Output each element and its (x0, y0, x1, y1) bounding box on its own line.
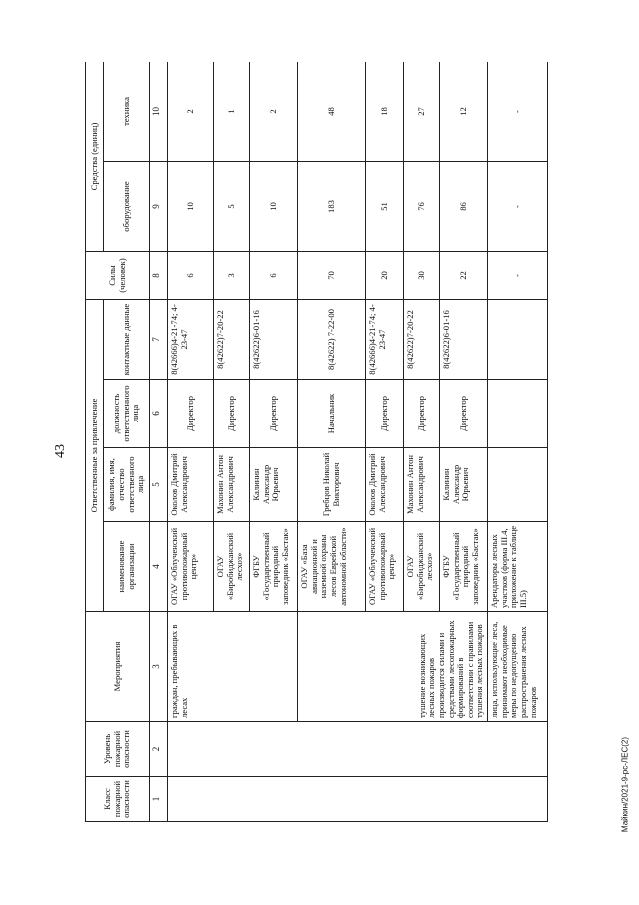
machinery-cell: 2 (250, 62, 298, 162)
machinery-cell: 48 (298, 62, 366, 162)
fire-danger-table (85, 62, 548, 822)
fio-cell: Калинин Александр Юрьевич (440, 448, 488, 522)
measure-cell: тушение возникающих лесных пожаров производится силами и средствами лесопожарных формирований в соответствии с правилами тушения лесных пожаров (298, 612, 488, 722)
org-cell: ФГБУ «Государственный природный заповедник «Бастак» (250, 522, 298, 612)
forces-cell: 20 (366, 252, 404, 300)
contacts-cell: 8(42622)6-01-16 (250, 300, 298, 380)
forces-cell: 3 (214, 252, 250, 300)
contacts-cell: 8(42666)4-21-74; 4-23-47 (366, 300, 404, 380)
header-fio: фамилия, имя, отчество ответственного лица (104, 448, 150, 522)
header-org: наименование организации (104, 522, 150, 612)
fio-cell: Махонин Антон Александрович (404, 448, 440, 522)
position-cell: Начальник (298, 380, 366, 448)
contacts-cell: 8(42622) 7-22-00 (298, 300, 366, 380)
contacts-cell: 8(42622)7-20-22 (214, 300, 250, 380)
col-number: 3 (150, 612, 168, 722)
level-cell (168, 722, 548, 777)
table-row (488, 62, 548, 822)
col-number: 9 (150, 162, 168, 252)
rotated-table-area (85, 62, 585, 822)
org-cell: ОГАУ «Облученский противопожарный центр» (366, 522, 404, 612)
col-number: 8 (150, 252, 168, 300)
class-cell (168, 777, 548, 822)
col-number: 2 (150, 722, 168, 777)
equipment-cell: 10 (168, 162, 214, 252)
position-cell: Директор (168, 380, 214, 448)
machinery-cell: 12 (440, 62, 488, 162)
measure-cell: граждан, пребывающих в лесах (168, 612, 298, 722)
machinery-cell: 1 (214, 62, 250, 162)
org-cell: ОГАУ «База авиационной и наземной охраны лесов Еврейской автономной области» (298, 522, 366, 612)
fio-cell: Гребцов Николай Викторович (298, 448, 366, 522)
forces-cell: 6 (250, 252, 298, 300)
measure-cell: лица, использующие леса, принимают необходимые меры по недопущению распространения лесных пожаров (488, 612, 548, 722)
forces-cell: 22 (440, 252, 488, 300)
col-number: 10 (150, 62, 168, 162)
contacts-cell: 8(42622)6-01-16 (440, 300, 488, 380)
col-number: 4 (150, 522, 168, 612)
footer-reference: Майкин/2021-9-рс-ЛЕС(2) (620, 736, 630, 833)
org-cell: Арендаторы лесных участков (форма III.4, приложение к таблице III.5) (488, 522, 548, 612)
org-cell: ОГАУ «Биробиджанский лесхоз» (404, 522, 440, 612)
header-level: Уровень пожарной опасности (86, 722, 150, 777)
position-cell: Директор (366, 380, 404, 448)
equipment-cell: 183 (298, 162, 366, 252)
equipment-cell: 10 (250, 162, 298, 252)
equipment-cell: 5 (214, 162, 250, 252)
position-cell: Директор (404, 380, 440, 448)
header-position: должность ответственного лица (104, 380, 150, 448)
contacts-cell: 8(42622)7-20-22 (404, 300, 440, 380)
header-means: Средства (единиц) (86, 62, 104, 252)
header-machinery: техника (104, 62, 150, 162)
fio-cell (488, 448, 548, 522)
header-class: Класс пожарной опасности (86, 777, 150, 822)
position-cell (488, 380, 548, 448)
equipment-cell: 76 (404, 162, 440, 252)
header-contacts: контактные данные (104, 300, 150, 380)
machinery-cell: 27 (404, 62, 440, 162)
fio-cell: Околов Дмитрий Александрович (366, 448, 404, 522)
org-cell: ОГАУ «Облученский противопожарный центр» (168, 522, 214, 612)
position-cell: Директор (250, 380, 298, 448)
machinery-cell: 2 (168, 62, 214, 162)
contacts-cell (488, 300, 548, 380)
equipment-cell: 86 (440, 162, 488, 252)
equipment-cell: 51 (366, 162, 404, 252)
header-measures: Мероприятия (86, 612, 150, 722)
machinery-cell: - (488, 62, 548, 162)
contacts-cell: 8(42666)4-21-74; 4-23-47 (168, 300, 214, 380)
page-number: 43 (53, 444, 68, 458)
forces-cell: 6 (168, 252, 214, 300)
col-number: 6 (150, 380, 168, 448)
fio-cell: Калинин Александр Юрьевич (250, 448, 298, 522)
equipment-cell: - (488, 162, 548, 252)
col-number: 1 (150, 777, 168, 822)
org-cell: ОГАУ «Биробиджанский лесхоз» (214, 522, 250, 612)
table-row (298, 62, 366, 822)
col-number: 5 (150, 448, 168, 522)
fio-cell: Околов Дмитрий Александрович (168, 448, 214, 522)
forces-cell: 30 (404, 252, 440, 300)
col-number: 7 (150, 300, 168, 380)
position-cell: Директор (440, 380, 488, 448)
machinery-cell: 18 (366, 62, 404, 162)
header-equipment: оборудование (104, 162, 150, 252)
table-row (168, 62, 214, 822)
position-cell: Директор (214, 380, 250, 448)
header-responsible: Ответственные за привлечение (86, 300, 104, 612)
header-forces: Силы (человек) (86, 252, 150, 300)
forces-cell: 70 (298, 252, 366, 300)
fio-cell: Махонин Антон Александрович (214, 448, 250, 522)
forces-cell: - (488, 252, 548, 300)
org-cell: ФГБУ «Государственный природный заповедник «Бастак» (440, 522, 488, 612)
